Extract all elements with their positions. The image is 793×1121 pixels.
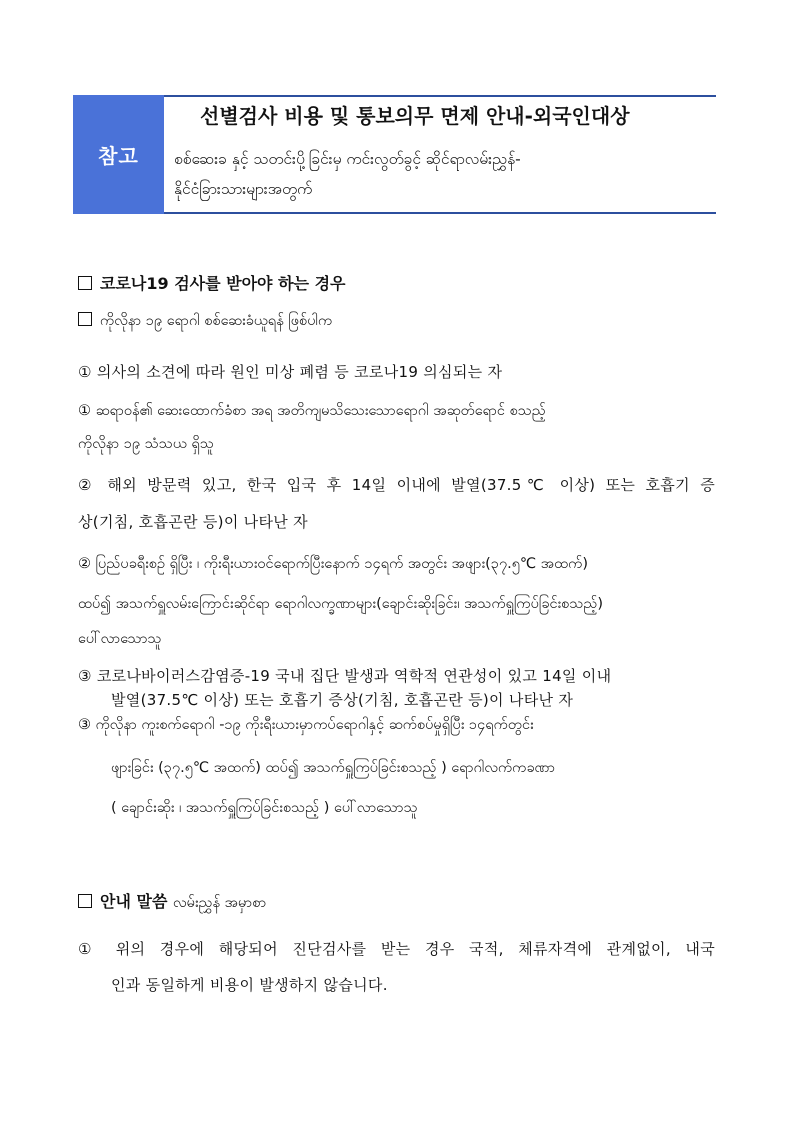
item3-my-line3: ( ချောင်းဆိုး ၊ အသက်ရှူကြပ်ခြင်းစသည့် ) ပေါ်လာသောသူ — [111, 800, 418, 816]
item3-kr-line2: 발열(37.5℃ 이상) 또는 호흡기 증상(기침, 호흡곤란 등)이 나타난 자 — [111, 691, 574, 709]
item2-my-line1: ② ပြည်ပခရီးစဉ် ရှိပြီး ၊ ကိုးရီးယားဝင်ရောက်ပြီးနောက် ၁၄ရက် အတွင်း အဖျား(၃၇.၅℃ အထက်) — [78, 556, 588, 572]
item1-my-line1: ① ဆရာဝန်၏ ဆေးထောက်ခံစာ အရ အတိကျမသိသေးသောရောဂါ အဆုတ်ရောင် စသည့် — [78, 403, 546, 419]
section2-heading-my: လမ်းညွှန် အမှာစာ — [172, 895, 267, 911]
section2-heading: 안내 말씀 လမ်းညွှန် အမှာစာ — [78, 889, 266, 915]
section1-heading: 코로나19 검사를 받아야 하는 경우 — [78, 271, 345, 294]
item3-my-line1: ③ ကိုလိုနာ ကူးစက်ရောဂါ -၁၉ ကိုးရီးယားမှာကပ်ရောဂါနှင့် ဆက်စပ်မှုရှိပြီး ၁၄ရက်တွင်း — [78, 717, 534, 733]
page-title: 선별검사 비용 및 통보의무 면제 안내-외국인대상 — [200, 104, 630, 128]
subtitle-line-1: စစ်ဆေးခ နှင့် သတင်းပို့ခြင်းမှ ကင်းလွတ်ခွင့် ဆိုင်ရာလမ်းညွှန်- — [174, 150, 521, 168]
item2-kr-line1: ② 해외 방문력 있고, 한국 입국 후 14일 이내에 발열(37.5℃ 이상) 또는 호흡기 증 — [78, 476, 715, 494]
notice-line1: ① 위의 경우에 해당되어 진단검사를 받는 경우 국적, 체류자격에 관계없이, 내국 — [78, 940, 715, 958]
checkbox-icon — [78, 312, 92, 326]
subtitle-line-2: နိုင်ငံခြားသားများအတွက် — [174, 180, 313, 198]
item3-kr-line1: ③ 코로나바이러스감염증-19 국내 집단 발생과 역학적 연관성이 있고 14일 이내 — [78, 667, 612, 685]
notice-line2: 인과 동일하게 비용이 발생하지 않습니다. — [111, 976, 388, 994]
item1-my-line2: ကိုလိုနာ ၁၉ သံသယ ရှိသူ — [78, 436, 214, 452]
item2-kr-line2: 상(기침, 호흡곤란 등)이 나타난 자 — [78, 513, 308, 531]
item1-kr: ① 의사의 소견에 따라 원인 미상 폐렴 등 코로나19 의심되는 자 — [78, 363, 503, 381]
checkbox-icon — [78, 894, 92, 908]
header-box — [164, 95, 716, 214]
section1-heading-my: ကိုလိုနာ ၁၉ ရောဂါ စစ်ဆေးခံယူရန် ဖြစ်ပါက — [78, 312, 332, 333]
item3-my-line2: ဖျားခြင်း (၃၇.၅℃ အထက်) ထပ်၍ အသက်ရှူကြပ်ခြင်းစသည့် ) ရောဂါလက်ကခဏာ — [111, 760, 556, 776]
checkbox-icon — [78, 276, 92, 290]
item2-my-line2: ထပ်၍ အသက်ရှူလမ်းကြောင်းဆိုင်ရာ ရောဂါလက္ခဏာများ(ချောင်းဆိုးခြင်း၊ အသက်ရှူကြပ်ခြင်းစသည့်) — [78, 596, 604, 612]
item2-my-line3: ပေါ်လာသောသူ — [78, 631, 162, 647]
reference-badge: 참고 — [73, 95, 164, 214]
